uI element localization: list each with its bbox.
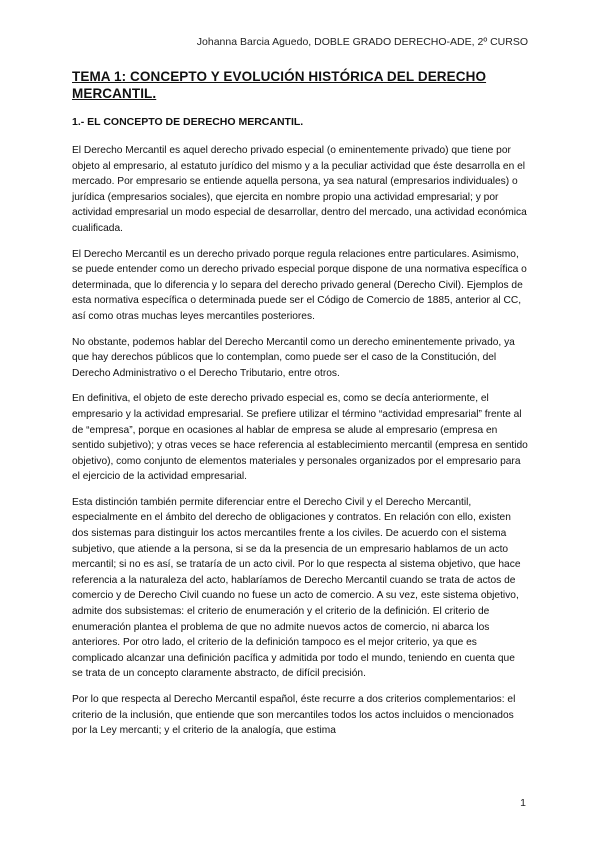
section-heading: 1.- EL CONCEPTO DE DERECHO MERCANTIL. — [72, 116, 304, 128]
paragraph-6: Por lo que respecta al Derecho Mercantil español, éste recurre a dos criterios complementarios: el criterio de la inclusión, que entiende que son mercantiles todos los actos incluidos o mencionados por la Ley mercanti; y el criterio de la analogía, que estima — [72, 694, 516, 737]
page-number: 1 — [520, 797, 526, 809]
paragraph-4: En definitiva, el objeto de este derecho privado especial es, como se decía anteriormente, el empresario y la actividad empresarial. Se prefiere utilizar el término “actividad empresarial” frente al de “empresa”, porque en ocasiones al hablar de empresa se alude al empresario (empresa en sentido subjetivo); y otras veces se hace referencia al establecimiento mercantil (empresa en sentido objetivo), como conjunto de elementos materiales y personales organizados por el empresario para el ejercicio de la actividad empresarial. — [72, 393, 528, 483]
page-header: Johanna Barcia Aguedo, DOBLE GRADO DERECHO-ADE, 2º CURSO — [196, 36, 528, 48]
paragraph-3: No obstante, podemos hablar del Derecho Mercantil como un derecho eminentemente privado, ya que hay derechos públicos que lo contemplan, como puede ser el caso de la Constitución, del Derecho Administrativo o el Derecho Tributario, entre otros. — [72, 336, 515, 379]
paragraph-2: El Derecho Mercantil es un derecho privado porque regula relaciones entre particulares. Asimismo, se puede entender como un derecho privado especial porque dispone de una normativa específica o determinada, que lo diferencia y lo separa del derecho privado general (Derecho Civil). Ejemplos de esta normativa específica o determinada puede ser el Código de Comercio de 1885, anterior al CC, así como otras muchas leyes mercantiles posteriores. — [72, 248, 527, 322]
document-body — [72, 68, 528, 749]
paragraph-5: Esta distinción también permite diferenciar entre el Derecho Civil y el Derecho Mercantil, especialmente en el ámbito del derecho de obligaciones y contratos. En relación con ello, existen dos sistemas para distinguir los actos mercantiles frente a los civiles. De acuerdo con el sistema subjetivo, que atiende a la persona, si se da la presencia de un empresario hablamos de un acto mercantil; si no es así, se trataría de un acto civil. Por lo que respecta al sistema objetivo, que hace referencia a la naturaleza del acto, hablaríamos de Derecho Mercantil cuando se trata de actos de comercio y de Derecho Civil cuando no fuese un acto de comercio. A su vez, este sistema objetivo, admite dos subsistemas: el criterio de enumeración y el criterio de la definición. El criterio de enumeración plantea el problema de que no admite nuevos actos de comercio, ni abarca los anteriores. Por otro lado, el criterio de la definición tampoco es el mejor criterio, ya que es complicado alcanzar una definición pacífica y admitida por todo el mundo, teniendo en cuenta que se trata de un concepto claramente abstracto, de difícil precisión. — [72, 496, 521, 680]
document-title: TEMA 1: CONCEPTO Y EVOLUCIÓN HISTÓRICA DEL DERECHO MERCANTIL. — [72, 69, 487, 101]
paragraph-1: El Derecho Mercantil es aquel derecho privado especial (o eminentemente privado) que tiene por objeto al empresario, al estatuto jurídico del mismo y a la peculiar actividad que éste desarrolla en el mercado. Por empresario se entiende aquella persona, ya sea natural (empresarios individuales) o jurídica (empresarios sociales), que ejercita en nombre propio una actividad empresarial; y por actividad empresarial un modo especial de desarrollar, dentro del mercado, una actividad económica cualificada. — [72, 145, 527, 234]
